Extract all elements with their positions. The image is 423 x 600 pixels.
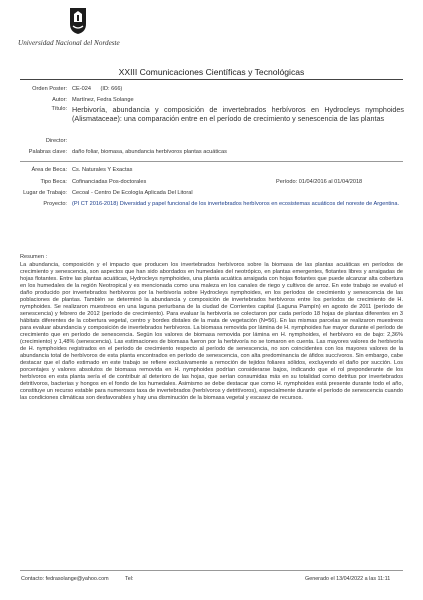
lugar-trabajo-label: Lugar de Trabajo:	[23, 190, 67, 196]
orden-poster-value: CE-024	[72, 86, 91, 92]
periodo-label: Período:	[276, 179, 298, 185]
proyecto-label: Proyecto:	[43, 201, 67, 207]
institution-name: Universidad Nacional del Nordeste	[18, 39, 120, 47]
tipo-beca-value: Cofinanciadas Pos-doctorales	[72, 179, 147, 185]
orden-poster-id: (ID: 666)	[100, 86, 123, 92]
footer-contact: Contacto: fedrasolange@yahoo.com	[21, 576, 109, 582]
orden-poster-label: Orden Poster:	[32, 86, 67, 92]
titulo-label: Título:	[51, 106, 67, 112]
resumen-label: Resumen :	[20, 254, 48, 260]
palabras-clave-label: Palabras clave:	[28, 149, 67, 155]
director-label: Director:	[45, 138, 67, 144]
event-title: XXIII Comunicaciones Científicas y Tecnológicas	[118, 67, 305, 77]
area-beca-label: Área de Beca:	[31, 167, 67, 173]
title-divider	[20, 79, 403, 80]
resumen-section	[20, 254, 403, 402]
titulo-value: Herbivoría, abundancia y composición de invertebrados herbívoros en Hydrocleys nymphoides (Alismataceae): una comparación entre en el período de crecimiento y senescencia de las plantas	[72, 105, 404, 123]
area-beca-value: Cs. Naturales Y Exactas	[72, 167, 133, 173]
footer-tel: Tel:	[125, 576, 134, 582]
lugar-trabajo-value: Cecoal - Centro De Ecología Aplicada Del Litoral	[72, 190, 193, 196]
footer-generated: Generado el 13/04/2022 a las 11:11	[305, 576, 391, 582]
periodo-value: 01/04/2016 al 01/04/2018	[298, 179, 363, 185]
footer-divider	[20, 570, 403, 571]
details-divider	[20, 161, 403, 162]
resumen-text: La abundancia, composición y el impacto que producen los invertebrados herbívoros sobre la biomasa de las plantas acuáticas en períodos de crecimiento y senescencia, son aspectos que han sido abordados en humedales del neotrópico, en plantas emergentes, flotantes libres y arraigadas de hojas flotantes. Entre las plantas acuáticas, Hydrocleys nymphoides, una planta acuática arraigada con hojas flotantes que puede alcanzar alta cobertura en los humedales de la región Neotropical y es mencionada como una maleza en los canales de riego y cultivos de arroz. En este trabajo se evaluó el daño producido por invertebrados herbívoros por la herbivoría sobre Hydrocleys nymphoides, en los períodos de crecimiento y senescencia de las poblaciones de plantas. También se determinó la abundancia y composición de invertebrados herbívoros entre los períodos de crecimiento de H. nymphoides. Se realizaron muestreos en una laguna periurbana de la ciudad de Corrientes capital (Laguna Pampín) en agosto de 2011 (período de senescencia) y febrero de 2012 (período de crecimiento). Para evaluar la herbivoría se colectaron por cada período 18 hojas de plantas diferentes en 3 hábitats diferentes de la cobertura vegetal, centro y bordes distales de la mata de vegetación (N=56). En las mismas parcelas se realizaron muestreos para evaluar abundancia y composición de invertebrados herbívoros. La biomasa removida por lámina de H. nymphoides fue mayor durante el período de crecimiento que en período de senescencia. Según los valores de biomasa removida por lámina en H. nymphoides, el herbívoro es de bajo: 2,36% (crecimiento) y 1,48% (senescencia). Las estimaciones de biomasa fueron por la herbivoría no se tomaron en cuenta. Las mayores valores de herbivoría de H. nymphoides registrados en el período de crecimiento respecto al período de senescencia, no son coincidentes con los mayores valores de la abundancia total de herbívoros de esta planta encontrados en período de senescencia, con alta predominancia de áfidos succívoros. Sin embargo, cabe destacar que el daño estimado en este trabajo se refiere exclusivamente a remoción de tejidos foliares sólidos, excluyendo el daño por succión. Los porcentajes y valores absolutos de biomasa removida en H. nymphoides podrían considerarse bajos, indicando que el rol preponderante de los herbívoros en esta planta sería el de contribuir al deterioro de las hojas, que serían consumidas más en su totalidad como detritus por invertebrados detritívoros, bacterias y hongos en el fondo de los humedales. Asimismo se debe destacar que como H. nymphoides está presente durante todo el año, constituye un recurso estable para numerosos taxa de invertebrados (herbívoros y detritívoros), especialmente durante el período de senescencia cuando las condiciones climáticas son desfavorables y hay una disminución de la biomasa vegetal y escasez de recursos.	[20, 262, 403, 401]
autor-label: Autor:	[52, 97, 67, 103]
autor-value: Martínez, Fedra Solange	[72, 97, 134, 103]
proyecto-value: (PI CT 2016-2018) Diversidad y papel funcional de los invertebrados herbívoros en ecosistemas acuáticos del noreste de Argentina.	[72, 201, 400, 207]
university-seal-icon	[68, 6, 88, 36]
palabras-clave-value: daño foliar, biomasa, abundancia herbívoros plantas acuáticas	[72, 149, 227, 155]
tipo-beca-label: Tipo Beca:	[40, 179, 67, 185]
university-logo	[18, 6, 138, 66]
